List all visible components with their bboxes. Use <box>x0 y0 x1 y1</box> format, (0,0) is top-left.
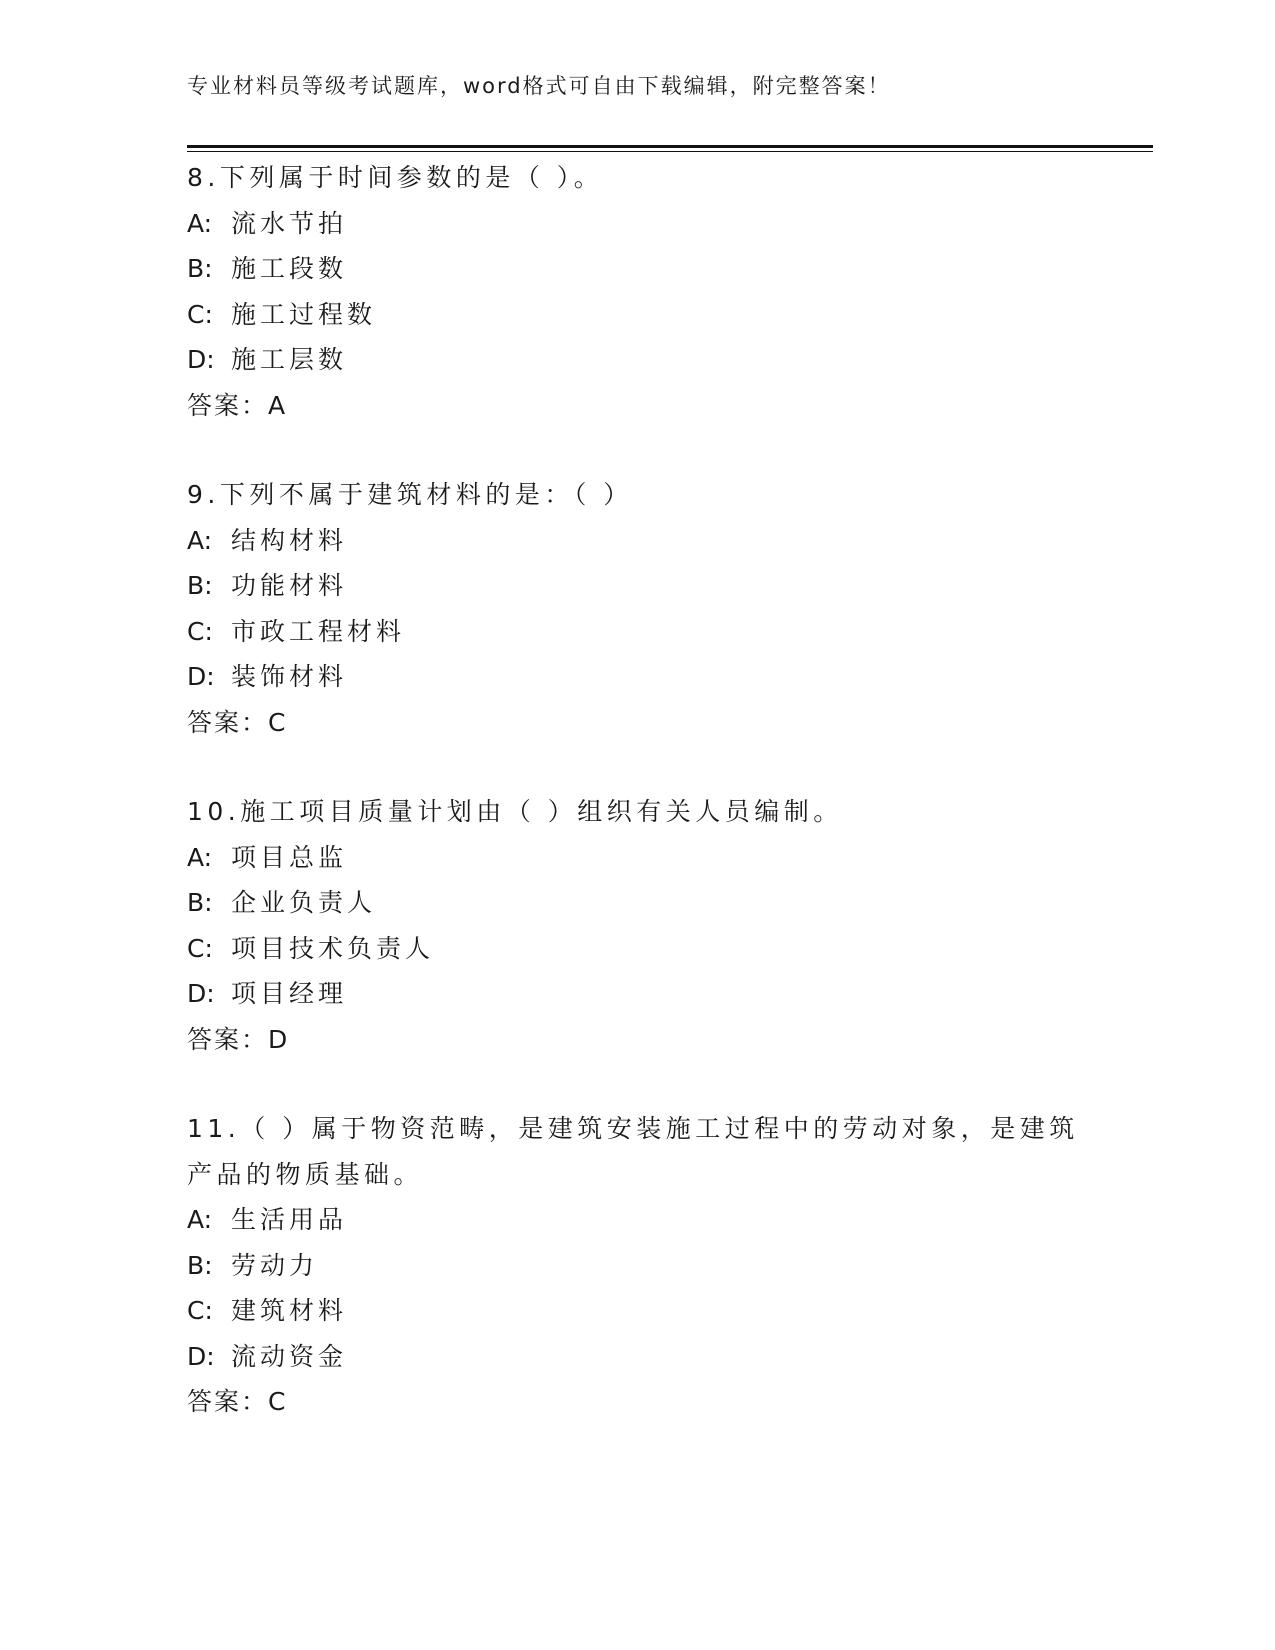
option-text: 结构材料 <box>231 525 348 555</box>
option-letter: D: <box>187 979 215 1008</box>
option-c <box>187 292 1087 338</box>
option-d <box>187 337 1087 383</box>
option-text: 生活用品 <box>231 1205 348 1234</box>
option-text: 项目经理 <box>231 979 348 1008</box>
question-stem: 9.下列不属于建筑材料的是：（ ） <box>187 480 633 509</box>
option-text: 市政工程材料 <box>231 616 406 646</box>
question-11 <box>187 1106 1087 1425</box>
option-text: 施工段数 <box>231 254 348 283</box>
option-letter: B: <box>187 888 213 917</box>
option-letter: A: <box>187 208 213 238</box>
option-text: 建筑材料 <box>231 1296 348 1325</box>
answer: 答案：C <box>187 1387 288 1416</box>
option-a <box>187 835 1087 881</box>
option-letter: B: <box>187 571 213 600</box>
option-letter: C: <box>187 933 213 963</box>
answer: 答案：C <box>187 707 288 737</box>
option-text: 劳动力 <box>231 1250 319 1280</box>
option-letter: C: <box>187 1296 213 1325</box>
answer: 答案：D <box>187 1024 290 1054</box>
option-letter: D: <box>187 662 215 691</box>
option-c <box>187 926 1087 972</box>
option-letter: A: <box>187 842 213 872</box>
option-text: 项目技术负责人 <box>231 933 435 963</box>
option-letter: D: <box>187 345 215 374</box>
option-a <box>187 518 1087 564</box>
option-b <box>187 563 1087 609</box>
question-8 <box>187 155 1087 428</box>
question-9 <box>187 472 1087 745</box>
option-c <box>187 609 1087 655</box>
question-stem: 8.下列属于时间参数的是（ ）。 <box>187 163 604 192</box>
option-text: 流水节拍 <box>231 208 348 238</box>
option-d <box>187 971 1087 1017</box>
option-d <box>187 1334 1087 1380</box>
question-stem-line-1: 11.（ ）属于物资范畴，是建筑安装施工过程中的劳动对象，是建筑 <box>187 1114 1079 1143</box>
option-text: 装饰材料 <box>231 662 348 691</box>
option-text: 企业负责人 <box>231 888 377 917</box>
option-b <box>187 246 1087 292</box>
option-letter: C: <box>187 616 213 646</box>
header-rule-thin <box>187 151 1153 152</box>
option-letter: C: <box>187 299 213 329</box>
option-d <box>187 654 1087 700</box>
question-stem-line-2: 产品的物质基础。 <box>187 1159 424 1189</box>
option-c <box>187 1288 1087 1334</box>
option-text: 功能材料 <box>231 571 348 600</box>
question-10 <box>187 789 1087 1062</box>
question-stem: 10.施工项目质量计划由（ ）组织有关人员编制。 <box>187 797 843 826</box>
option-letter: B: <box>187 254 213 283</box>
option-letter: D: <box>187 1341 215 1371</box>
option-text: 施工过程数 <box>231 299 377 329</box>
answer: 答案：A <box>187 390 288 420</box>
header-rule-thick <box>187 145 1153 148</box>
option-letter: A: <box>187 525 213 555</box>
option-text: 项目总监 <box>231 842 348 872</box>
option-letter: A: <box>187 1205 213 1234</box>
page-header: 专业材料员等级考试题库，word格式可自由下载编辑，附完整答案！ <box>187 74 891 98</box>
option-a <box>187 201 1087 247</box>
option-letter: B: <box>187 1250 213 1280</box>
option-b <box>187 880 1087 926</box>
option-text: 流动资金 <box>231 1341 348 1371</box>
option-text: 施工层数 <box>231 345 348 374</box>
option-b <box>187 1243 1087 1289</box>
option-a <box>187 1197 1087 1243</box>
